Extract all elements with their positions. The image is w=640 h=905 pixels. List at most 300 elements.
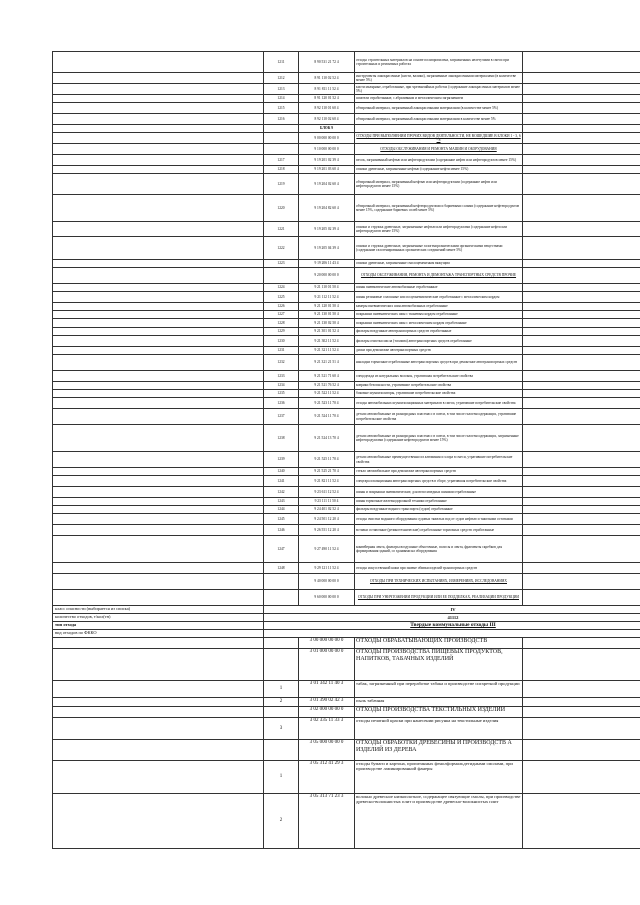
empty-cell — [53, 649, 264, 681]
empty-cell — [53, 371, 264, 382]
table-row — [53, 740, 640, 761]
fkko-code-cell: 9 21 821 11 52 4 — [299, 476, 355, 487]
waste-name-cell: обтирочный материал, загрязненный лакокрасочными материалами в количестве менее 5% — [355, 114, 523, 125]
fkko-code-cell: 8 91 120 01 52 4 — [299, 95, 355, 103]
table-row — [53, 319, 640, 328]
row-number-cell: 1225 — [264, 292, 299, 303]
empty-cell — [53, 536, 264, 563]
empty-cell — [53, 355, 264, 371]
empty-cell — [523, 292, 640, 303]
row-number-cell: 1220 — [264, 195, 299, 222]
empty-cell — [523, 371, 640, 382]
waste-name-cell: отходы автомобильных шумоизоляционных материалов в смеси, утратившие потребительские свойства — [355, 398, 523, 409]
waste-name-cell: боковые шумоизоляторы, утратившие потребительские свойства — [355, 390, 523, 398]
row-number-cell: 1216 — [264, 114, 299, 125]
empty-cell — [523, 740, 640, 761]
table-row — [53, 794, 640, 849]
row-number-cell: 1247 — [264, 536, 299, 563]
empty-cell — [523, 268, 640, 284]
empty-cell — [523, 133, 640, 144]
waste-name-cell: опилки и стружка древесные, загрязненные галогенорганическими органическими веществами (содержание галогенированных органических соединений менее 5%) — [355, 237, 523, 260]
empty-cell — [53, 195, 264, 222]
fkko-code-cell: 9 60 000 00 00 0 — [299, 590, 355, 606]
fkko-code-cell: 8 91 811 11 52 4 — [299, 84, 355, 95]
row-number-cell: 1211 — [264, 52, 299, 73]
waste-name-cell: отходы очистки водяного оборудования судовых тяжелых вод от судов нефтью и тяжелыми остатками — [355, 514, 523, 525]
fkko-code-cell: 9 21 110 01 50 4 — [299, 284, 355, 292]
waste-name-cell: коврики безопасности, утратившие потребительские свойства — [355, 382, 523, 390]
row-number-cell — [264, 268, 299, 284]
table-row — [53, 222, 640, 237]
waste-name-cell: пыль табачная — [355, 698, 523, 707]
waste-name-cell: обтирочный материал, загрязненный нефтью или нефтепродуктами (содержание нефти или нефтепродуктов менее 15%) — [355, 174, 523, 195]
fkko-code-cell: 9 21 521 76 52 4 — [299, 382, 355, 390]
fkko-code-cell: 9 19 205 04 39 4 — [299, 237, 355, 260]
waste-name-cell: ОТХОДЫ ПРОИЗВОДСТВА ПИЩЕВЫХ ПРОДУКТОВ, НАПИТКОВ, ТАБАЧНЫХ ИЗДЕЛИЙ — [355, 649, 523, 681]
empty-cell — [53, 144, 264, 155]
table-row — [53, 371, 640, 382]
empty-cell — [53, 525, 264, 536]
row-number-cell: 3 — [264, 718, 299, 740]
table-row — [53, 155, 640, 166]
waste-name-cell: шины пневматические автомобильные отработанные — [355, 284, 523, 292]
waste-name-cell: покрышки пневматических шин с тканевым кордом отработанные — [355, 311, 523, 319]
empty-cell — [523, 398, 640, 409]
empty-cell — [53, 268, 264, 284]
empty-cell — [523, 487, 640, 498]
table-row — [53, 398, 640, 409]
waste-name-cell: опилки древесные, загрязненные смолоцементным вяжущим — [355, 260, 523, 268]
empty-cell — [523, 355, 640, 371]
table-row — [53, 311, 640, 319]
table-row — [53, 52, 640, 73]
fkko-code-cell: 8 92 110 01 60 4 — [299, 103, 355, 114]
row-number-cell — [264, 649, 299, 681]
waste-name-cell: шины и покрышки пневматические, для велосипедных шинами отработанные — [355, 487, 523, 498]
table-row — [53, 409, 640, 425]
empty-cell — [53, 237, 264, 260]
waste-name-cell: инструменты лакокрасочные (кисти, валики), загрязненные лакокрасочными материалами (в количестве менее 5%) — [355, 73, 523, 84]
table-row — [53, 284, 640, 292]
row-number-cell: 1239 — [264, 452, 299, 468]
empty-cell — [523, 174, 640, 195]
fkko-code-cell: 8 92 110 02 60 4 — [299, 114, 355, 125]
row-number-cell: 1214 — [264, 95, 299, 103]
table-row — [53, 347, 640, 355]
empty-cell — [523, 525, 640, 536]
table-row — [53, 638, 640, 649]
fkko-code-cell: 9 23 611 12 52 4 — [299, 487, 355, 498]
row-number-cell: 1233 — [264, 371, 299, 382]
fkko-code-cell: 3 02 000 00 00 0 — [299, 707, 355, 718]
fkko-code-cell: 9 21 524 13 70 4 — [299, 425, 355, 452]
row-number-cell: 1226 — [264, 303, 299, 311]
row-number-cell: 1219 — [264, 174, 299, 195]
summary-value: 41112 — [264, 614, 640, 622]
empty-cell — [523, 649, 640, 681]
fkko-code-cell: 9 21 525 11 70 4 — [299, 452, 355, 468]
empty-cell — [53, 73, 264, 84]
summary-label: класс опасности (выбирается из списка) — [53, 606, 264, 614]
empty-cell — [53, 468, 264, 476]
waste-name-cell: фильтры воздушные водного транспорта (судов) отработанные — [355, 506, 523, 514]
empty-cell — [523, 681, 640, 698]
row-number-cell — [264, 574, 299, 590]
empty-cell — [523, 476, 640, 487]
fkko-code-cell: 3 05 000 00 00 0 — [299, 740, 355, 761]
summary-label: тип отхода — [53, 622, 264, 630]
fkko-code-cell: 3 01 342 11 40 3 — [299, 681, 355, 698]
empty-cell — [523, 95, 640, 103]
empty-cell — [523, 237, 640, 260]
empty-cell — [523, 536, 640, 563]
summary-value: IV — [264, 606, 640, 614]
table-row — [53, 536, 640, 563]
waste-name-cell: волокно древесное низкоплотное, содержащее связующие смолы, при производстве древесно-волокнистых плит и производстве древесно-волокнистых плит — [355, 794, 523, 849]
waste-name-cell: шпатели отработанные, с абразивным и металлическим загрязнением — [355, 95, 523, 103]
group-heading: ОТХОДЫ ОБСЛУЖИВАНИЯ И РЕМОНТА МАШИН И ОБОРУДОВАНИЯ — [380, 146, 497, 151]
table-row — [53, 328, 640, 336]
empty-cell — [523, 452, 640, 468]
empty-cell — [523, 336, 640, 347]
row-number-cell: 1241 — [264, 476, 299, 487]
fkko-code-cell: 9 19 205 02 39 4 — [299, 222, 355, 237]
fkko-code-cell: 9 21 112 11 52 4 — [299, 292, 355, 303]
row-number-cell: 1218 — [264, 166, 299, 174]
row-number-cell: 1223 — [264, 260, 299, 268]
empty-cell — [53, 84, 264, 95]
waste-name-cell: детали автомобильные преимущественно из алюминия и хлора в смеси, утратившие потребительские свойства — [355, 452, 523, 468]
row-number-cell: 1224 — [264, 284, 299, 292]
table-row — [53, 260, 640, 268]
row-number-cell: 1231 — [264, 347, 299, 355]
fkko-code-cell: 3 05 313 71 23 3 — [299, 794, 355, 849]
empty-cell — [523, 794, 640, 849]
table-row — [53, 698, 640, 707]
empty-cell — [53, 563, 264, 574]
row-number-cell: 1221 — [264, 222, 299, 237]
row-number-cell: 1229 — [264, 328, 299, 336]
table-row — [53, 114, 640, 125]
empty-cell — [523, 114, 640, 125]
empty-cell — [53, 707, 264, 718]
empty-cell — [53, 590, 264, 606]
fkko-code-cell: 9 24 401 02 52 4 — [299, 506, 355, 514]
table-row — [53, 574, 640, 590]
waste-name-cell: отходы бумаги и картона, пропитанных фенолформальдегидными смолами, при производстве ламинированной фанеры — [355, 761, 523, 794]
waste-name-cell: опилки древесные, загрязненные нефтью (содержание нефти менее 15%) — [355, 166, 523, 174]
fkko-code-cell: 3 02 335 11 33 3 — [299, 718, 355, 740]
row-number-cell: 2 — [264, 698, 299, 707]
empty-cell — [53, 574, 264, 590]
group-heading: ОТХОДЫ ОБСЛУЖИВАНИЯ, РЕМОНТА И ДЕМОНТАЖА ТРАНСПОРТНЫХ СРЕДСТВ ПРОЧИЕ — [360, 273, 517, 278]
empty-cell — [523, 84, 640, 95]
empty-cell — [53, 698, 264, 707]
empty-cell — [53, 794, 264, 849]
fkko-code-cell: 9 21 130 01 50 4 — [299, 311, 355, 319]
empty-cell — [523, 590, 640, 606]
table-row — [53, 237, 640, 260]
waste-name-cell: отходы печатной краски при нанесении рисунка на текстильные изделия — [355, 718, 523, 740]
table-row — [53, 174, 640, 195]
table-row — [53, 590, 640, 606]
empty-cell — [523, 409, 640, 425]
empty-cell — [53, 222, 264, 237]
empty-cell — [53, 382, 264, 390]
empty-cell — [523, 195, 640, 222]
waste-name-cell: обтирочный материал, загрязненный лакокрасочными материалами (в количестве менее 5%) — [355, 103, 523, 114]
row-number-cell: 1212 — [264, 73, 299, 84]
row-number-cell: 1246 — [264, 525, 299, 536]
empty-cell — [53, 125, 264, 133]
fkko-code-cell: 9 29 121 11 52 4 — [299, 563, 355, 574]
waste-name-cell: спецтара изоляционная автотранспортных средств в сборе, утратившая потребительские свойства — [355, 476, 523, 487]
empty-cell — [523, 260, 640, 268]
waste-name-cell: диски при демонтаже автотранспортных средств — [355, 347, 523, 355]
fkko-code-cell: 9 21 120 01 50 4 — [299, 303, 355, 311]
fkko-code-cell: 9 21 130 02 50 4 — [299, 319, 355, 328]
empty-cell — [523, 144, 640, 155]
waste-name-cell: детали автомобильные из разнородных пластмасс в смеси, в том числе галогенсодержащих, утратившие потребительские свойства — [355, 409, 523, 425]
fkko-code-cell: 9 10 000 00 00 0 — [299, 144, 355, 155]
empty-cell — [53, 409, 264, 425]
empty-cell — [53, 514, 264, 525]
row-number-cell: 1215 — [264, 103, 299, 114]
empty-cell — [523, 574, 640, 590]
empty-cell — [523, 125, 640, 133]
empty-cell — [53, 638, 264, 649]
empty-cell — [523, 303, 640, 311]
row-number-cell — [264, 144, 299, 155]
row-number-cell: 1237 — [264, 409, 299, 425]
empty-cell — [523, 103, 640, 114]
empty-cell — [523, 382, 640, 390]
row-number-cell — [264, 740, 299, 761]
row-number-cell: 1222 — [264, 237, 299, 260]
table-row — [53, 468, 640, 476]
row-number-cell: 1242 — [264, 487, 299, 498]
table-row — [53, 487, 640, 498]
empty-cell — [523, 425, 640, 452]
table-row — [53, 425, 640, 452]
summary-value: Твердые коммунальные отходы III — [264, 622, 640, 630]
fkko-code-cell: 9 21 302 11 52 4 — [299, 336, 355, 347]
row-number-cell: 1243 — [264, 498, 299, 506]
fkko-code-cell: 9 21 521 71 60 4 — [299, 371, 355, 382]
table-row — [53, 514, 640, 525]
summary-label: вид отходов по ФККО — [53, 630, 264, 638]
waste-name-cell — [355, 590, 523, 606]
row-number-cell: 1213 — [264, 84, 299, 95]
empty-cell — [523, 73, 640, 84]
table-row — [53, 390, 640, 398]
waste-name-cell: стекло автомобильное при демонтаже автотранспортных средств — [355, 468, 523, 476]
empty-cell — [523, 284, 640, 292]
waste-name-cell — [355, 133, 523, 144]
fkko-code-cell: 8 91 110 02 52 4 — [299, 73, 355, 84]
table-row — [53, 761, 640, 794]
table-row — [53, 336, 640, 347]
empty-cell — [53, 498, 264, 506]
fkko-code-cell: 9 19 201 03 60 4 — [299, 166, 355, 174]
waste-name-cell: фильтры очистки масла (топлива) автотранспортных средств отработанные — [355, 336, 523, 347]
row-number-cell — [264, 638, 299, 649]
waste-name-cell: камеры пневматических шин автомобильных отработанные — [355, 303, 523, 311]
row-number-cell — [264, 590, 299, 606]
waste-name-cell: вставки оставочные (резинотехнические) отработанные тормозных средств отработанные — [355, 525, 523, 536]
fkko-code-cell: 9 19 204 82 60 4 — [299, 195, 355, 222]
empty-cell — [53, 487, 264, 498]
row-number-cell: 1 — [264, 761, 299, 794]
fkko-code-cell: 9 19 201 02 39 4 — [299, 155, 355, 166]
empty-cell — [523, 514, 640, 525]
table-row — [53, 649, 640, 681]
waste-name-cell: отходы искусственной кожи при замене обивки изделий транспортных средств — [355, 563, 523, 574]
row-number-cell: 1248 — [264, 563, 299, 574]
waste-name-cell: спецодежда из натуральных волокон, утратившая потребительские свойства — [355, 371, 523, 382]
row-number-cell — [264, 125, 299, 133]
waste-name-cell: обтирочный материал, загрязненный нефтепродуктами и бариевыми солями (содержание нефтепродуктов менее 15%, содержание бариевых солей менее 5%) — [355, 195, 523, 222]
waste-name-cell: кисти малярные, отработанные, при чрезвычайных работах (содержание лакокрасочных материалов менее 5%) — [355, 84, 523, 95]
waste-name-cell: шины резиновые сплошные или полупневматические отработанные с металлическим кордом — [355, 292, 523, 303]
group-heading: ОТХОДЫ ПРИ ТЕХНИЧЕСКИХ ИСПЫТАНИЯХ, ИЗМЕРЕНИЯХ, ИССЛЕДОВАНИЯХ — [370, 579, 507, 584]
empty-cell — [523, 166, 640, 174]
row-number-cell: 1245 — [264, 514, 299, 525]
fkko-code-cell: 3 01 000 00 00 0 — [299, 649, 355, 681]
row-number-cell — [264, 707, 299, 718]
waste-name-cell: покрышки пневматических шин с металлическим кордом отработанные — [355, 319, 523, 328]
empty-cell — [523, 638, 640, 649]
empty-cell — [53, 103, 264, 114]
waste-name-cell: конвейерная лента, фильтры воздушные обмоточные, полосы и лента, фрагменты скребков для формирования зданий, со зданиями на оборудования — [355, 536, 523, 563]
empty-cell — [53, 284, 264, 292]
fkko-code-cell: 9 21 301 01 52 4 — [299, 328, 355, 336]
fkko-code-cell: 9 19 204 02 60 4 — [299, 174, 355, 195]
table-row — [53, 452, 640, 468]
empty-cell — [523, 707, 640, 718]
waste-name-cell: табак, загрязненный при переработке табака и производстве сигаретной продукции — [355, 681, 523, 698]
table-row — [53, 382, 640, 390]
empty-cell — [53, 260, 264, 268]
row-number-cell: 1236 — [264, 398, 299, 409]
table-row — [53, 73, 640, 84]
empty-cell — [53, 114, 264, 125]
summary-row — [53, 614, 640, 622]
empty-cell — [53, 347, 264, 355]
empty-cell — [53, 425, 264, 452]
fkko-code-cell: 9 21 321 21 51 4 — [299, 355, 355, 371]
fkko-code-cell: 9 26 551 12 20 4 — [299, 525, 355, 536]
table-row — [53, 563, 640, 574]
table-row — [53, 103, 640, 114]
empty-cell — [53, 311, 264, 319]
empty-cell — [53, 390, 264, 398]
waste-name-cell: фильтры воздушные автотранспортных средств отработанные — [355, 328, 523, 336]
empty-cell — [523, 222, 640, 237]
waste-name-cell: шины тормозные железнодорожной техники отработанные — [355, 498, 523, 506]
fkko-code-cell: 9 21 523 11 70 4 — [299, 398, 355, 409]
fkko-code-cell: 9 19 206 11 43 4 — [299, 260, 355, 268]
fkko-code-cell: 9 27 490 11 52 4 — [299, 536, 355, 563]
empty-cell — [53, 476, 264, 487]
fkko-code-cell: 9 21 524 11 70 4 — [299, 409, 355, 425]
waste-name-cell — [355, 144, 523, 155]
table-row — [53, 133, 640, 144]
empty-cell — [523, 698, 640, 707]
empty-cell — [523, 155, 640, 166]
table-row — [53, 95, 640, 103]
fkko-code-cell: 9 21 321 11 52 4 — [299, 347, 355, 355]
row-number-cell — [264, 133, 299, 144]
fkko-code-cell: 3 01 390 02 42 3 — [299, 698, 355, 707]
empty-cell — [53, 174, 264, 195]
empty-cell — [53, 166, 264, 174]
table-row — [53, 718, 640, 740]
table-row — [53, 292, 640, 303]
empty-cell — [53, 506, 264, 514]
waste-name-cell: песок, загрязненный нефтью или нефтепродуктами (содержание нефти или нефтепродуктов менее 15%) — [355, 155, 523, 166]
fkko-code-cell: 9 21 525 21 70 4 — [299, 468, 355, 476]
empty-cell — [523, 468, 640, 476]
row-number-cell: 1232 — [264, 355, 299, 371]
row-number-cell: 1217 — [264, 155, 299, 166]
empty-cell — [53, 452, 264, 468]
empty-cell — [53, 398, 264, 409]
waste-name-cell: накладки тормозные отработанные автотранспортных средств при демонтаже автотранспортных средств — [355, 355, 523, 371]
fkko-code-cell: 9 23 111 11 50 4 — [299, 498, 355, 506]
table-row — [53, 498, 640, 506]
empty-cell — [53, 718, 264, 740]
fkko-code-cell: 9 00 000 00 00 0 — [299, 133, 355, 144]
row-number-cell: 2 — [264, 794, 299, 849]
waste-name-cell: ОТХОДЫ ОБРАБАТЫВАЮЩИХ ПРОИЗВОДСТВ — [355, 638, 523, 649]
row-number-cell: 1238 — [264, 425, 299, 452]
empty-cell — [523, 761, 640, 794]
table-row — [53, 166, 640, 174]
empty-cell — [523, 563, 640, 574]
fkko-code-cell: БЛОК 9 — [299, 125, 355, 133]
row-number-cell: 1 — [264, 681, 299, 698]
table-row — [53, 195, 640, 222]
fkko-code-cell: 9 24 501 12 20 4 — [299, 514, 355, 525]
row-number-cell: 1234 — [264, 382, 299, 390]
group-heading: ОТХОДЫ ПРИ ВЫПОЛНЕНИИ ПРОЧИХ ВИДОВ ДЕЯТЕЛЬНОСТИ, НЕ ВОШЕДШИЕ В БЛОКИ 1 - 3, 6 - 8 — [356, 133, 521, 142]
empty-cell — [523, 498, 640, 506]
table-row — [53, 476, 640, 487]
empty-cell — [523, 347, 640, 355]
row-number-cell: 1230 — [264, 336, 299, 347]
waste-name-cell — [355, 125, 523, 133]
empty-cell — [523, 390, 640, 398]
empty-cell — [53, 328, 264, 336]
row-number-cell: 1240 — [264, 468, 299, 476]
summary-value — [264, 630, 640, 638]
table-row — [53, 303, 640, 311]
empty-cell — [523, 319, 640, 328]
row-number-cell: 1227 — [264, 311, 299, 319]
fkko-code-cell: 3 00 000 00 00 0 — [299, 638, 355, 649]
summary-label: количество отходов, т/кол(тн) — [53, 614, 264, 622]
row-number-cell: 1244 — [264, 506, 299, 514]
empty-cell — [523, 52, 640, 73]
empty-cell — [53, 681, 264, 698]
empty-cell — [53, 303, 264, 311]
empty-cell — [53, 319, 264, 328]
empty-cell — [523, 718, 640, 740]
waste-name-cell: ОТХОДЫ ПРОИЗВОДСТВА ТЕКСТИЛЬНЫХ ИЗДЕЛИЙ — [355, 707, 523, 718]
empty-cell — [53, 740, 264, 761]
table-row — [53, 268, 640, 284]
